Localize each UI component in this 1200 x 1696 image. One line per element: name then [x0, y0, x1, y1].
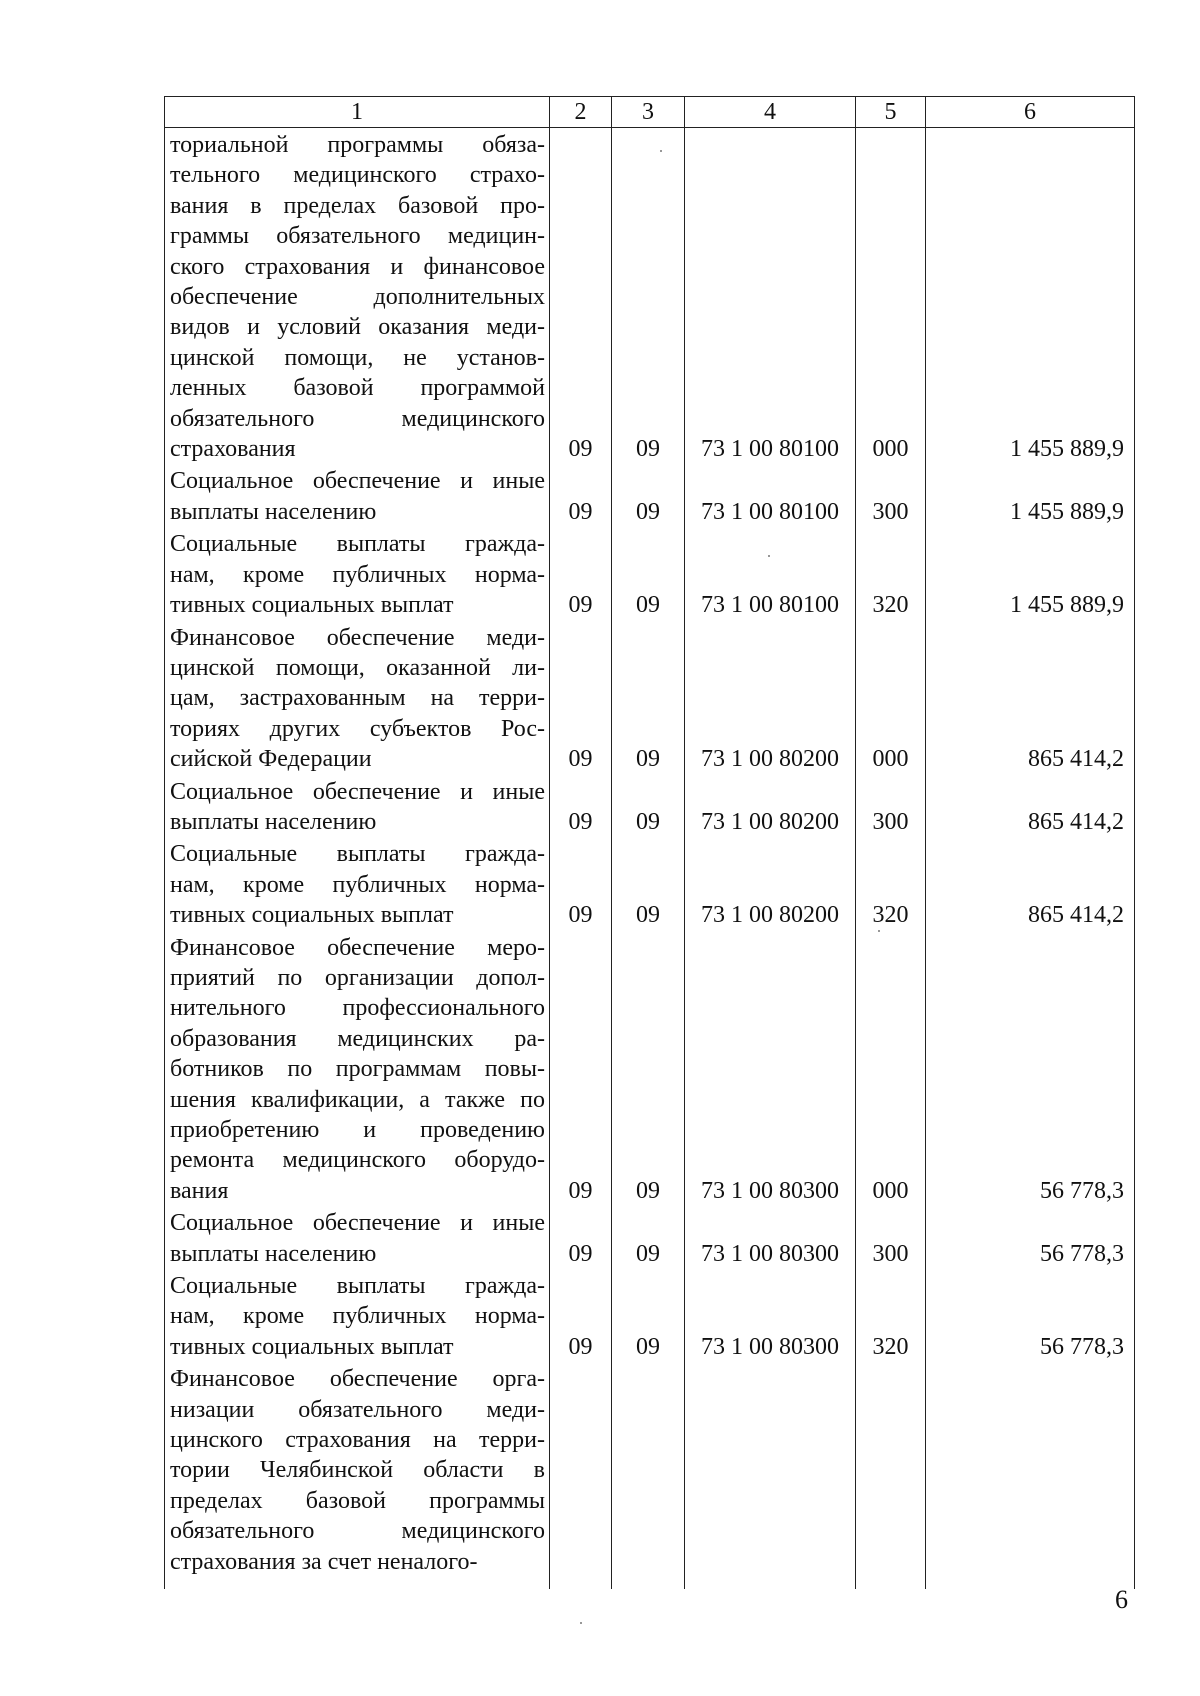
table-row — [165, 1269, 1135, 1362]
item-name-line: Финансовое обеспечение меди- — [170, 624, 545, 651]
item-name-line: ленных базовой программой — [170, 375, 545, 402]
item-name-cell — [165, 1269, 550, 1362]
item-name-cell — [165, 837, 550, 930]
target-item-cell: 73 1 00 80300 — [685, 1206, 856, 1269]
section-code-cell: 09 — [550, 775, 612, 838]
table-body — [165, 128, 1135, 1590]
item-name-cell — [165, 1206, 550, 1269]
item-name-line: граммы обязательного медицин- — [170, 223, 545, 250]
item-name-line: обязательного медицинского — [170, 1518, 545, 1545]
scan-speck — [768, 555, 770, 557]
header-row — [165, 97, 1135, 128]
table-row — [165, 1362, 1135, 1577]
subsection-code-cell: 09 — [612, 1269, 685, 1362]
section-code-cell: 09 — [550, 527, 612, 620]
item-name-line: Социальное обеспечение и иные — [170, 468, 545, 495]
target-item-cell: 73 1 00 80100 — [685, 464, 856, 527]
table-row — [165, 1206, 1135, 1269]
item-name-line: приятий по организации допол- — [170, 964, 545, 991]
item-name-line: низации обязательного меди- — [170, 1396, 545, 1423]
column-header-1: 1 — [165, 97, 550, 128]
item-name-line: Социальное обеспечение и иные — [170, 1210, 545, 1237]
item-name-line: Финансовое обеспечение меро- — [170, 934, 545, 961]
amount-cell: 865 414,2 — [926, 621, 1135, 775]
amount-cell: 1 455 889,9 — [926, 527, 1135, 620]
item-name-line: образования медицинских ра- — [170, 1025, 545, 1052]
amount-cell: 56 778,3 — [926, 1269, 1135, 1362]
target-item-cell: 73 1 00 80100 — [685, 128, 856, 465]
target-item-cell: 73 1 00 80100 — [685, 527, 856, 620]
item-name-line: выплаты населению — [170, 1240, 377, 1267]
subsection-code-cell: 09 — [612, 775, 685, 838]
column-header-6: 6 — [926, 97, 1135, 128]
target-item-cell — [685, 1362, 856, 1577]
item-name-line: тории Челябинской области в — [170, 1457, 545, 1484]
item-name-cell — [165, 128, 550, 465]
target-item-cell: 73 1 00 80200 — [685, 837, 856, 930]
amount-cell: 1 455 889,9 — [926, 128, 1135, 465]
subsection-code-cell: 09 — [612, 527, 685, 620]
continuation-cell — [550, 1577, 612, 1589]
item-name-cell — [165, 527, 550, 620]
page-number: 6 — [1115, 1585, 1128, 1614]
expense-type-cell: 000 — [856, 128, 926, 465]
item-name-line: видов и условий оказания меди- — [170, 314, 545, 341]
budget-table — [164, 96, 1135, 1589]
section-code-cell: 09 — [550, 128, 612, 465]
section-code-cell: 09 — [550, 621, 612, 775]
section-code-cell: 09 — [550, 931, 612, 1207]
item-name-line: пределах базовой программы — [170, 1487, 545, 1514]
item-name-line: ториях других субъектов Рос- — [170, 715, 545, 742]
table-continuation — [165, 1577, 1135, 1589]
item-name-line: страхования — [170, 436, 296, 463]
item-name-line: вания — [170, 1177, 229, 1204]
item-name-line: обеспечение дополнительных — [170, 284, 545, 311]
item-name-cell — [165, 1362, 550, 1577]
item-name-line: обязательного медицинского — [170, 405, 545, 432]
item-name-line: страхования за счет неналого- — [170, 1548, 478, 1575]
subsection-code-cell: 09 — [612, 931, 685, 1207]
column-header-2: 2 — [550, 97, 612, 128]
subsection-code-cell: 09 — [612, 621, 685, 775]
section-code-cell: 09 — [550, 464, 612, 527]
section-code-cell — [550, 1362, 612, 1577]
item-name-line: цам, застрахованным на терри- — [170, 685, 545, 712]
table-row — [165, 931, 1135, 1207]
subsection-code-cell — [612, 1362, 685, 1577]
item-name-line: Социальные выплаты гражда- — [170, 1273, 545, 1300]
item-name-line: приобретению и проведению — [170, 1117, 545, 1143]
item-name-line: ториальной программы обяза- — [170, 132, 545, 158]
table-row — [165, 621, 1135, 775]
item-name-line: нам, кроме публичных норма- — [170, 1303, 545, 1330]
item-name-cell — [165, 775, 550, 838]
item-name-line: нам, кроме публичных норма- — [170, 561, 545, 588]
expense-type-cell: 300 — [856, 464, 926, 527]
expense-type-cell: 000 — [856, 621, 926, 775]
scan-speck — [580, 1622, 582, 1624]
item-name-line: Социальные выплаты гражда- — [170, 841, 545, 868]
table-row — [165, 527, 1135, 620]
expense-type-cell: 320 — [856, 837, 926, 930]
table-row — [165, 837, 1135, 930]
subsection-code-cell: 09 — [612, 1206, 685, 1269]
item-name-line: цинской помощи, оказанной ли- — [170, 654, 545, 681]
item-name-line: цинской помощи, не установ- — [170, 344, 545, 371]
scan-speck — [660, 150, 662, 152]
expense-type-cell — [856, 1362, 926, 1577]
item-name-line: Финансовое обеспечение орга- — [170, 1366, 545, 1393]
target-item-cell: 73 1 00 80200 — [685, 621, 856, 775]
item-name-line: шения квалификации, а также по — [170, 1086, 545, 1113]
item-name-cell — [165, 931, 550, 1207]
expense-type-cell: 320 — [856, 1269, 926, 1362]
continuation-cell — [856, 1577, 926, 1589]
target-item-cell: 73 1 00 80300 — [685, 1269, 856, 1362]
continuation-cell — [612, 1577, 685, 1589]
item-name-line: тельного медицинского страхо- — [170, 162, 545, 189]
amount-cell — [926, 1362, 1135, 1577]
table-row — [165, 128, 1135, 465]
subsection-code-cell: 09 — [612, 464, 685, 527]
item-name-line: тивных социальных выплат — [170, 1333, 454, 1360]
expense-type-cell: 000 — [856, 931, 926, 1207]
table-row — [165, 775, 1135, 838]
item-name-line: Социальное обеспечение и иные — [170, 778, 545, 805]
target-item-cell: 73 1 00 80200 — [685, 775, 856, 838]
column-header-3: 3 — [612, 97, 685, 128]
section-code-cell: 09 — [550, 1269, 612, 1362]
item-name-line: цинского страхования на терри- — [170, 1427, 545, 1454]
item-name-line: тивных социальных выплат — [170, 902, 454, 929]
continuation-cell — [926, 1577, 1135, 1589]
subsection-code-cell: 09 — [612, 128, 685, 465]
item-name-cell — [165, 464, 550, 527]
expense-type-cell: 320 — [856, 527, 926, 620]
column-header-4: 4 — [685, 97, 856, 128]
item-name-line: тивных социальных выплат — [170, 592, 454, 619]
amount-cell: 1 455 889,9 — [926, 464, 1135, 527]
item-name-line: сийской Федерации — [170, 746, 372, 773]
item-name-line: ботников по программам повы- — [170, 1056, 545, 1083]
table-row — [165, 464, 1135, 527]
item-name-line: вания в пределах базовой про- — [170, 192, 545, 219]
continuation-cell — [685, 1577, 856, 1589]
amount-cell: 56 778,3 — [926, 1206, 1135, 1269]
item-name-line: ремонта медицинского оборудо- — [170, 1147, 545, 1174]
item-name-line: выплаты населению — [170, 808, 377, 835]
item-name-line: нам, кроме публичных норма- — [170, 871, 545, 898]
expense-type-cell: 300 — [856, 1206, 926, 1269]
item-name-line: выплаты населению — [170, 498, 377, 525]
section-code-cell: 09 — [550, 1206, 612, 1269]
section-code-cell: 09 — [550, 837, 612, 930]
continuation-cell — [165, 1577, 550, 1589]
target-item-cell: 73 1 00 80300 — [685, 931, 856, 1207]
item-name-cell — [165, 621, 550, 775]
subsection-code-cell: 09 — [612, 837, 685, 930]
amount-cell: 56 778,3 — [926, 931, 1135, 1207]
scan-speck — [878, 930, 880, 932]
amount-cell: 865 414,2 — [926, 837, 1135, 930]
item-name-line: нительного профессионального — [170, 995, 545, 1022]
expense-type-cell: 300 — [856, 775, 926, 838]
item-name-line: ского страхования и финансовое — [170, 253, 545, 280]
column-header-5: 5 — [856, 97, 926, 128]
amount-cell: 865 414,2 — [926, 775, 1135, 838]
item-name-line: Социальные выплаты гражда- — [170, 531, 545, 558]
